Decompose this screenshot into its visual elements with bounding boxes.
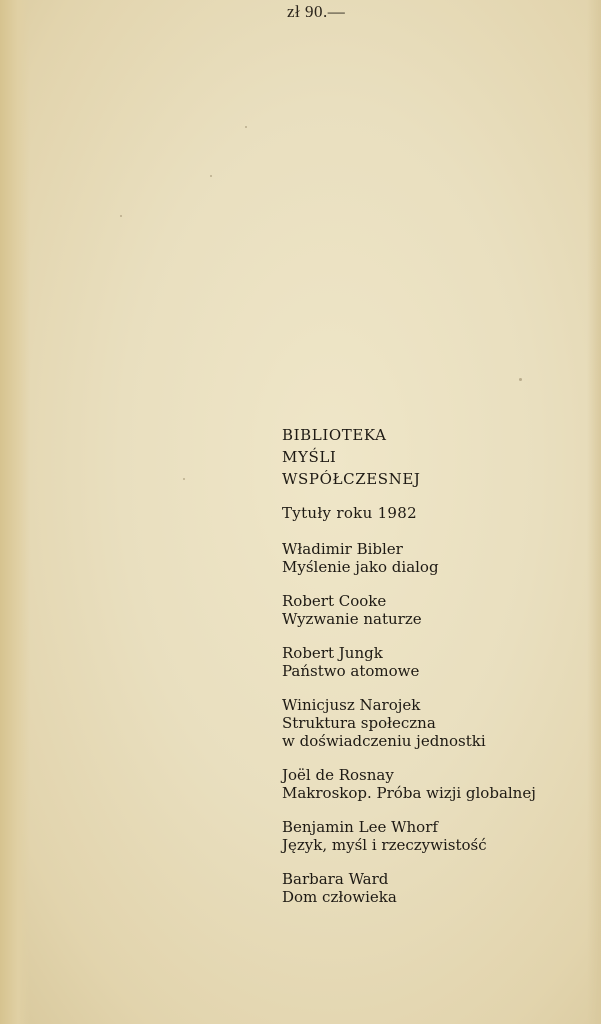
series-listing <box>282 424 582 922</box>
book-author: Władimir Bibler <box>282 540 403 558</box>
book-title: Dom człowieka <box>282 888 397 906</box>
series-title-line: MYŚLI <box>282 448 337 466</box>
series-title <box>282 424 582 490</box>
price-label: zł 90.— <box>287 2 346 21</box>
book-title: Makroskop. Próba wizji globalnej <box>282 784 536 802</box>
book-entry <box>282 540 582 576</box>
book-entry <box>282 766 582 802</box>
book-title: Myślenie jako dialog <box>282 558 439 576</box>
book-author: Robert Cooke <box>282 592 387 610</box>
book-title: Język, myśl i rzeczywistość <box>282 836 487 854</box>
book-entry <box>282 592 582 628</box>
book-title: Państwo atomowe <box>282 662 420 680</box>
book-title: Wyzwanie naturze <box>282 610 422 628</box>
paper-speck <box>519 378 522 381</box>
book-author: Barbara Ward <box>282 870 389 888</box>
series-title-line: BIBLIOTEKA <box>282 426 387 444</box>
book-title: w doświadczeniu jednostki <box>282 732 486 750</box>
paper-speck <box>210 175 212 177</box>
book-entry <box>282 696 582 750</box>
titles-year-heading: Tytuły roku 1982 <box>282 504 417 522</box>
book-title: Struktura społeczna <box>282 714 436 732</box>
paper-speck <box>183 478 185 480</box>
book-author: Joël de Rosnay <box>282 766 394 784</box>
book-entry <box>282 818 582 854</box>
paper-speck <box>120 215 122 217</box>
book-author: Benjamin Lee Whorf <box>282 818 438 836</box>
book-entry <box>282 870 582 906</box>
book-author: Winicjusz Narojek <box>282 696 421 714</box>
paper-speck <box>245 126 247 128</box>
book-entry <box>282 644 582 680</box>
book-author: Robert Jungk <box>282 644 383 662</box>
series-title-line: WSPÓŁCZESNEJ <box>282 470 421 488</box>
